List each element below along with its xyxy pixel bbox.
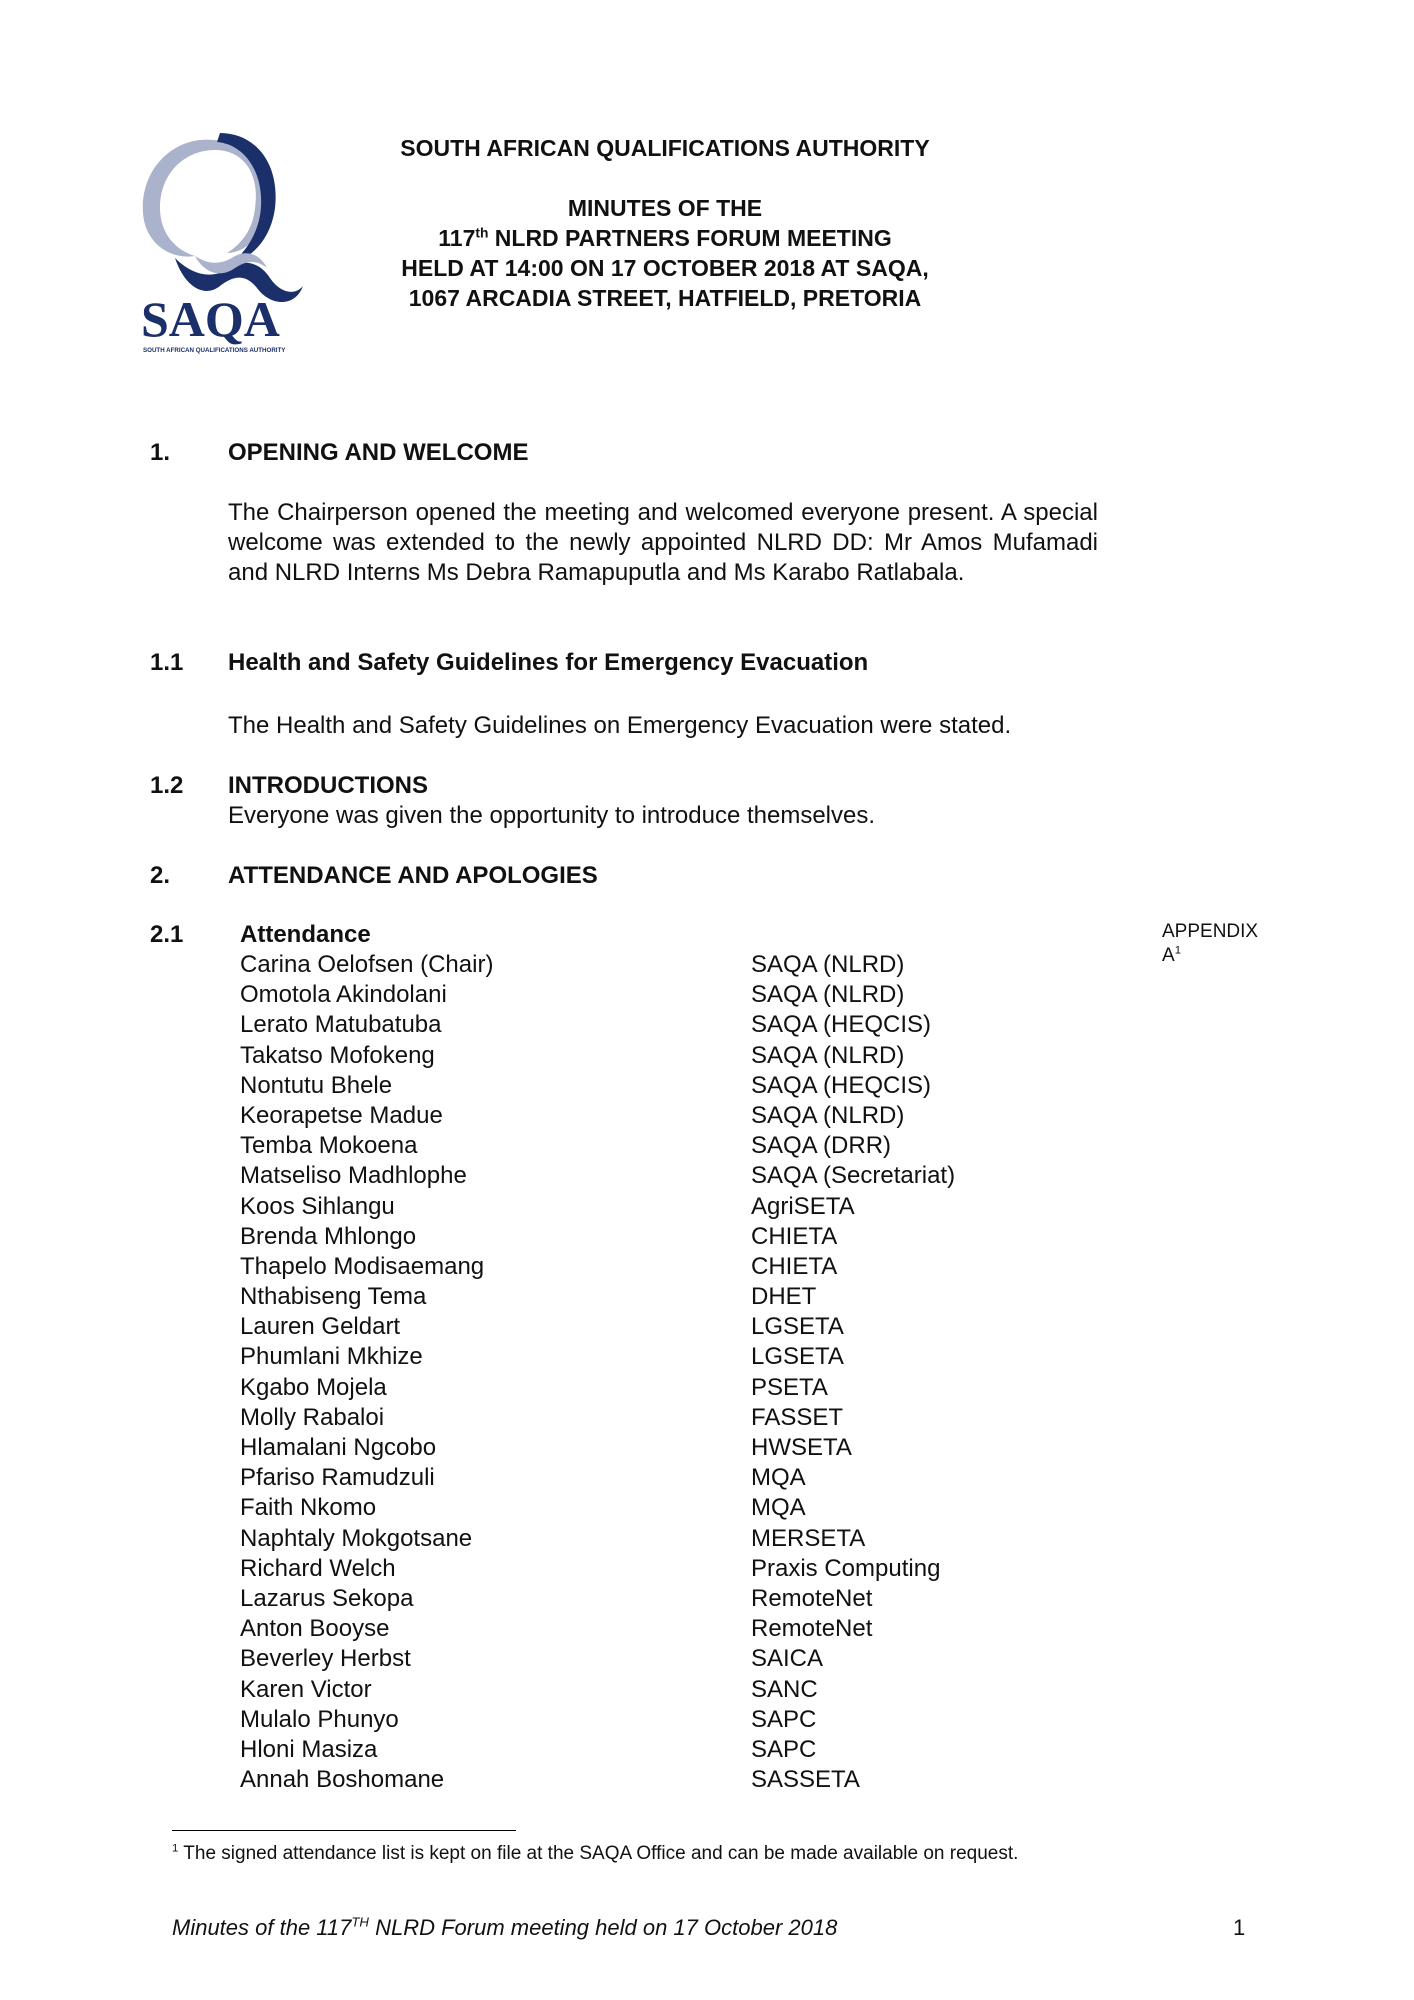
attendee-name: Naphtaly Mokgotsane (240, 1524, 473, 1552)
section-2-1-number: 2.1 (150, 921, 184, 948)
attendee-organisation: FASSET (751, 1403, 844, 1431)
attendee-organisation: SAQA (HEQCIS) (751, 1011, 932, 1039)
section-1-1-title: Health and Safety Guidelines for Emergency Evacuation (228, 649, 869, 676)
section-1-1-number: 1.1 (150, 649, 184, 676)
attendee-name: Takatso Mofokeng (240, 1041, 435, 1069)
attendee-organisation: SAQA (NLRD) (751, 951, 905, 978)
section-1-title: OPENING AND WELCOME (228, 439, 529, 466)
attendee-organisation: CHIETA (751, 1252, 838, 1280)
section-1-1-text: The Health and Safety Guidelines on Emergency Evacuation were stated. (228, 712, 1012, 739)
attendee-organisation: Praxis Computing (751, 1554, 941, 1582)
attendee-name: Karen Victor (240, 1675, 372, 1703)
attendee-organisation: LGSETA (751, 1343, 844, 1371)
attendee-name: Beverley Herbst (240, 1645, 411, 1673)
svg-text:SOUTH AFRICAN QUALIFICATIONS A: SOUTH AFRICAN QUALIFICATIONS AUTHORITY (143, 347, 286, 354)
section-1-number: 1. (150, 439, 171, 466)
attendee-organisation: CHIETA (751, 1222, 838, 1250)
section-2-title: ATTENDANCE AND APOLOGIES (228, 862, 598, 889)
attendee-name: Pfariso Ramudzuli (240, 1464, 435, 1492)
section-2-number: 2. (150, 862, 171, 889)
attendee-organisation: SASSETA (751, 1766, 860, 1794)
attendee-name: Phumlani Mkhize (240, 1343, 423, 1371)
attendee-name: Lazarus Sekopa (240, 1584, 414, 1612)
attendee-organisations (751, 950, 955, 1795)
attendee-name: Nontutu Bhele (240, 1071, 393, 1099)
attendee-organisation: AgriSETA (751, 1192, 855, 1220)
attendee-name: Lerato Matubatuba (240, 1011, 442, 1039)
attendee-organisation: MQA (751, 1464, 806, 1492)
appendix-ref: $A^1$ (1162, 944, 1182, 966)
attendee-organisation: SANC (751, 1675, 818, 1703)
attendee-organisation: SAQA (NLRD) (751, 1041, 905, 1069)
attendee-organisation: MQA (751, 1494, 806, 1522)
attendee-name: Thapelo Modisaemang (240, 1252, 485, 1280)
attendee-name: Omotola Akindolani (240, 981, 447, 1009)
page-footer: Minutes of the 117TH NLRD Forum meeting held on 17 October 2018 (172, 1914, 838, 1940)
appendix-label: APPENDIX (1162, 921, 1259, 942)
section-2-1-title: Attendance (240, 921, 371, 948)
attendee-organisation: SAPC (751, 1735, 817, 1763)
org-title: SOUTH AFRICAN QUALIFICATIONS AUTHORITY (400, 135, 930, 161)
saqa-emblem-icon (135, 128, 305, 358)
attendee-name: Carina Oelofsen (Chair) (240, 951, 494, 978)
attendee-name: Richard Welch (240, 1554, 396, 1582)
attendee-organisation: SAQA (Secretariat) (751, 1162, 956, 1190)
attendee-name: Brenda Mhlongo (240, 1222, 417, 1250)
appendix-note (1162, 920, 1258, 968)
page-number: 1 (1233, 1915, 1246, 1940)
section-1-text: The Chairperson opened the meeting and welcomed everyone present. A special welcome was extended to the newly appointed NLRD DD: Mr Amos Mufamadi and NLRD Interns Ms Debra Ramapuputla and Ms Karabo Ratlabala. (228, 499, 1098, 586)
attendee-organisation: SAQA (NLRD) (751, 1101, 905, 1129)
minutes-title-line2: 117th NLRD PARTNERS FORUM MEETING (438, 225, 892, 251)
attendee-organisation: RemoteNet (751, 1615, 873, 1643)
attendee-name: Lauren Geldart (240, 1313, 401, 1341)
minutes-title (330, 193, 1000, 313)
section-1-2-title: INTRODUCTIONS (228, 772, 428, 799)
attendee-name: Temba Mokoena (240, 1132, 418, 1160)
minutes-title-line4: 1067 ARCADIA STREET, HATFIELD, PRETORIA (408, 285, 922, 311)
saqa-logo (135, 128, 305, 358)
attendee-organisation: DHET (751, 1283, 817, 1311)
attendee-organisation: RemoteNet (751, 1584, 873, 1612)
attendee-name: Annah Boshomane (240, 1766, 445, 1794)
attendee-name: Hlamalani Ngcobo (240, 1434, 437, 1461)
attendee-name: Faith Nkomo (240, 1494, 377, 1522)
attendee-organisation: SAQA (HEQCIS) (751, 1071, 932, 1099)
svg-text:SAQA: SAQA (141, 291, 280, 347)
attendee-name: Anton Booyse (240, 1615, 390, 1643)
attendee-organisation: SAICA (751, 1645, 824, 1673)
minutes-title-line3: HELD AT 14:00 ON 17 OCTOBER 2018 AT SAQA, (401, 255, 929, 281)
attendee-names (240, 950, 493, 1795)
attendee-name: Nthabiseng Tema (240, 1283, 427, 1311)
attendee-name: Mulalo Phunyo (240, 1705, 399, 1733)
attendee-organisation: MERSETA (751, 1524, 866, 1552)
attendee-name: Hloni Masiza (240, 1735, 378, 1763)
attendee-name: Kgabo Mojela (240, 1373, 387, 1401)
attendee-name: Molly Rabaloi (240, 1403, 385, 1431)
minutes-title-line1: MINUTES OF THE (567, 195, 763, 221)
section-1-2-number: 1.2 (150, 772, 184, 799)
attendee-organisation: SAQA (DRR) (751, 1132, 892, 1160)
attendee-name: Keorapetse Madue (240, 1101, 443, 1129)
footnote: $^1$ The signed attendance list is kept on file at the SAQA Office and can be made available on request. (172, 1842, 1019, 1864)
attendee-name: Koos Sihlangu (240, 1192, 395, 1220)
section-1-2-text: Everyone was given the opportunity to introduce themselves. (228, 802, 876, 829)
footnote-separator (172, 1830, 516, 1831)
attendee-name: Matseliso Madhlophe (240, 1162, 467, 1190)
attendee-organisation: SAQA (NLRD) (751, 981, 905, 1009)
attendee-organisation: HWSETA (751, 1434, 852, 1461)
attendee-organisation: LGSETA (751, 1313, 844, 1341)
attendee-organisation: PSETA (751, 1373, 828, 1401)
attendee-organisation: SAPC (751, 1705, 817, 1733)
